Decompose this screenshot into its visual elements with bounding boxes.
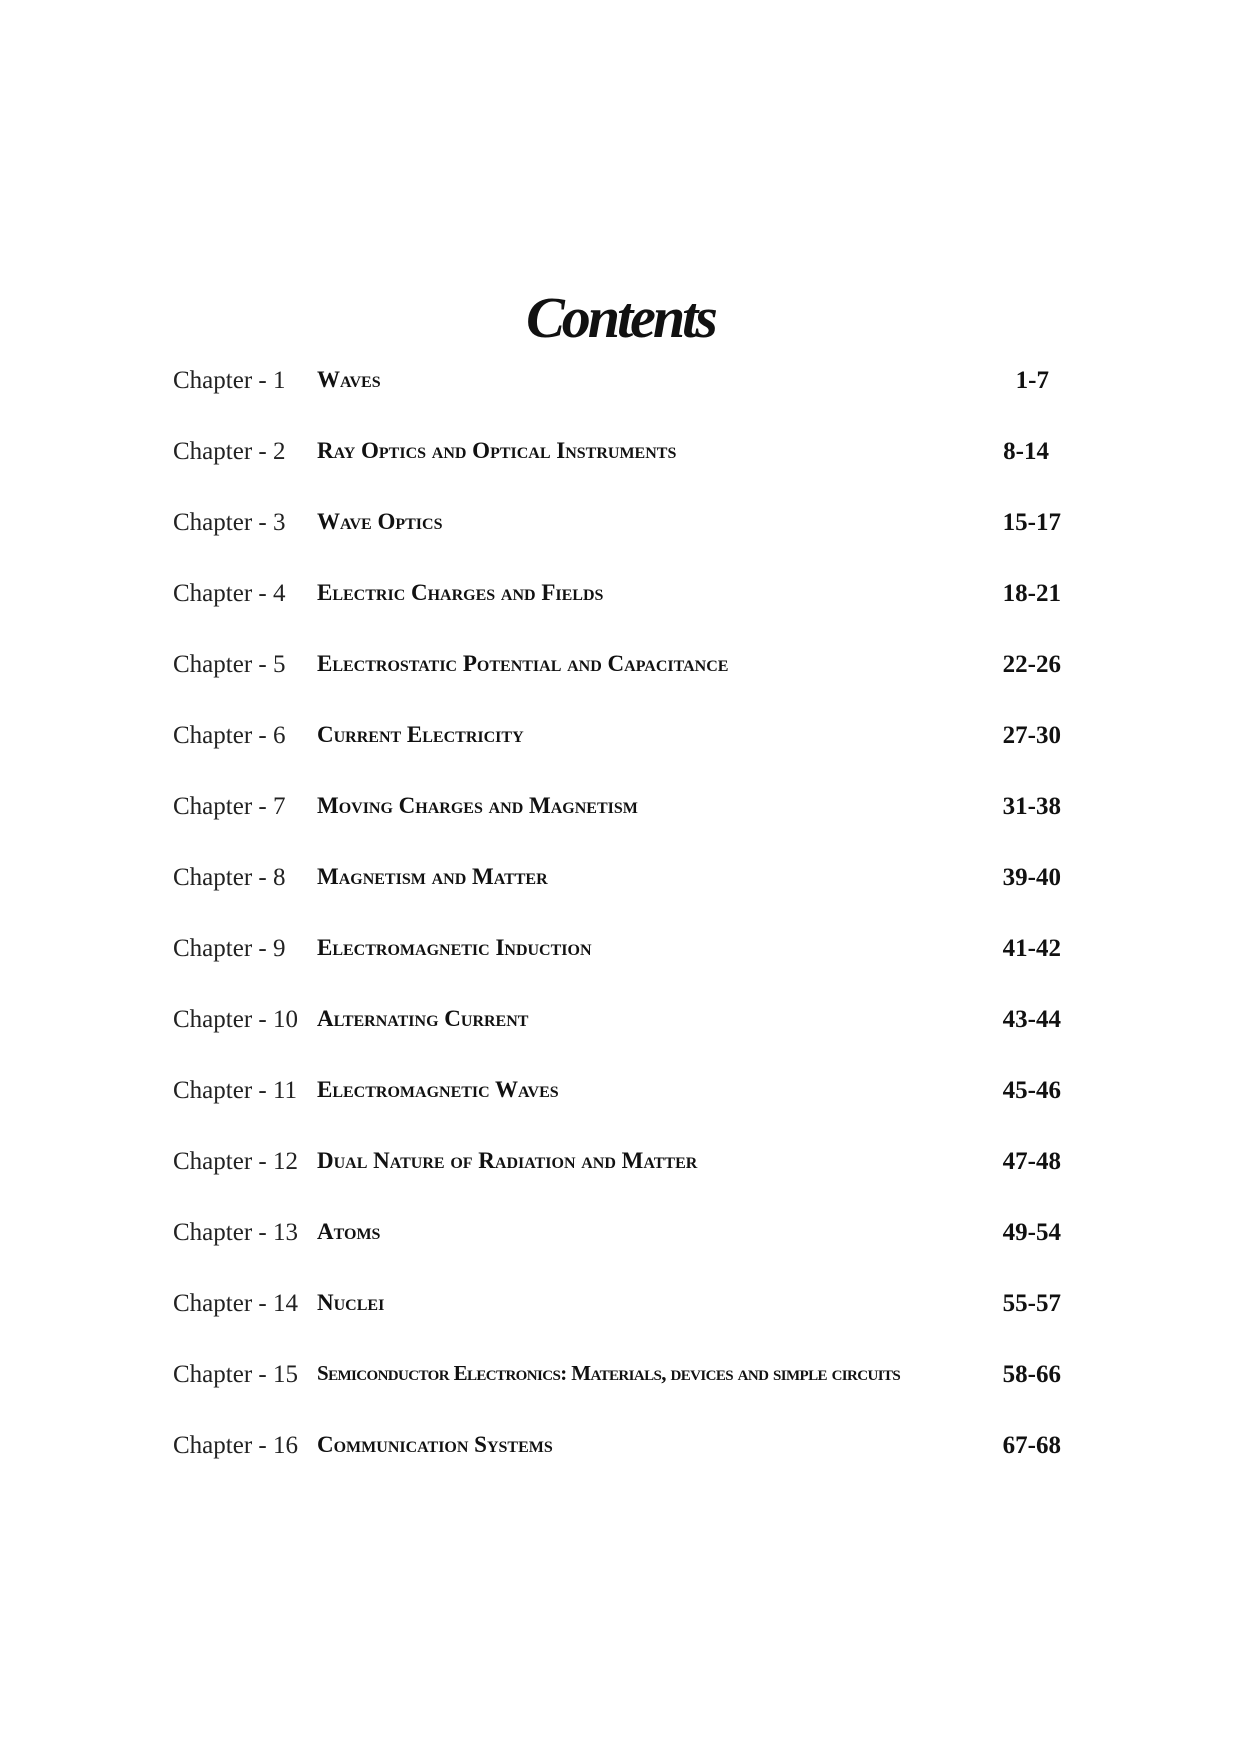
chapter-pages: 45-46 <box>1002 1077 1061 1104</box>
toc-row <box>0 497 1241 568</box>
toc-row <box>0 1136 1241 1207</box>
toc-row <box>0 923 1241 994</box>
chapter-title: Nuclei <box>317 1290 385 1315</box>
toc-row <box>0 994 1241 1065</box>
chapter-pages: 27-30 <box>1002 722 1061 749</box>
chapter-label: Chapter - 4 <box>173 580 286 607</box>
chapter-title: Magnetism and Matter <box>317 864 548 889</box>
chapter-pages: 49-54 <box>1002 1219 1061 1246</box>
toc-row <box>0 426 1241 497</box>
chapter-pages: 15-17 <box>1002 509 1061 536</box>
chapter-label: Chapter - 16 <box>173 1432 298 1459</box>
chapter-pages: 43-44 <box>1002 1006 1061 1033</box>
chapter-title: Waves <box>317 367 381 392</box>
chapter-label: Chapter - 9 <box>173 935 286 962</box>
table-of-contents <box>0 355 1241 1491</box>
chapter-title: Alternating Current <box>317 1006 529 1031</box>
chapter-title: Wave Optics <box>317 509 443 534</box>
chapter-label: Chapter - 8 <box>173 864 286 891</box>
chapter-pages: 67-68 <box>1002 1432 1061 1459</box>
chapter-label: Chapter - 13 <box>173 1219 298 1246</box>
chapter-title: Moving Charges and Magnetism <box>317 793 638 818</box>
toc-row <box>0 1065 1241 1136</box>
toc-row <box>0 639 1241 710</box>
chapter-label: Chapter - 1 <box>173 367 286 394</box>
chapter-pages: 55-57 <box>1002 1290 1061 1317</box>
page-title: Contents <box>526 284 715 350</box>
chapter-title: Electrostatic Potential and Capacitance <box>317 651 729 676</box>
chapter-title: Electric Charges and Fields <box>317 580 604 605</box>
chapter-pages: 18-21 <box>1002 580 1061 607</box>
chapter-pages: 31-38 <box>1002 793 1061 820</box>
chapter-label: Chapter - 12 <box>173 1148 298 1175</box>
chapter-title: Atoms <box>317 1219 381 1244</box>
chapter-label: Chapter - 7 <box>173 793 286 820</box>
chapter-label: Chapter - 11 <box>173 1077 298 1104</box>
chapter-pages: 8-14 <box>1003 438 1049 465</box>
chapter-title: Electromagnetic Induction <box>317 935 592 960</box>
chapter-pages: 39-40 <box>1002 864 1061 891</box>
chapter-title: Electromagnetic Waves <box>317 1077 559 1102</box>
toc-row <box>0 781 1241 852</box>
chapter-title: Ray Optics and Optical Instruments <box>317 438 677 463</box>
chapter-pages: 58-66 <box>1002 1361 1061 1388</box>
chapter-title: Dual Nature of Radiation and Matter <box>317 1148 698 1173</box>
toc-row <box>0 1278 1241 1349</box>
chapter-label: Chapter - 5 <box>173 651 286 678</box>
toc-row <box>0 1207 1241 1278</box>
toc-row <box>0 852 1241 923</box>
chapter-pages: 47-48 <box>1002 1148 1061 1175</box>
chapter-pages: 41-42 <box>1002 935 1061 962</box>
chapter-title: Semiconductor Electronics: Materials, devices and simple circuits <box>317 1361 901 1385</box>
toc-row <box>0 1349 1241 1420</box>
chapter-label: Chapter - 15 <box>173 1361 298 1388</box>
toc-row <box>0 710 1241 781</box>
chapter-title: Current Electricity <box>317 722 524 747</box>
chapter-pages: 22-26 <box>1002 651 1061 678</box>
toc-row <box>0 568 1241 639</box>
chapter-label: Chapter - 14 <box>173 1290 298 1317</box>
chapter-title: Communication Systems <box>317 1432 553 1457</box>
chapter-label: Chapter - 6 <box>173 722 286 749</box>
toc-row <box>0 1420 1241 1491</box>
chapter-label: Chapter - 2 <box>173 438 286 465</box>
chapter-label: Chapter - 10 <box>173 1006 298 1033</box>
chapter-pages: 1-7 <box>1015 367 1049 394</box>
toc-row <box>0 355 1241 426</box>
chapter-label: Chapter - 3 <box>173 509 286 536</box>
